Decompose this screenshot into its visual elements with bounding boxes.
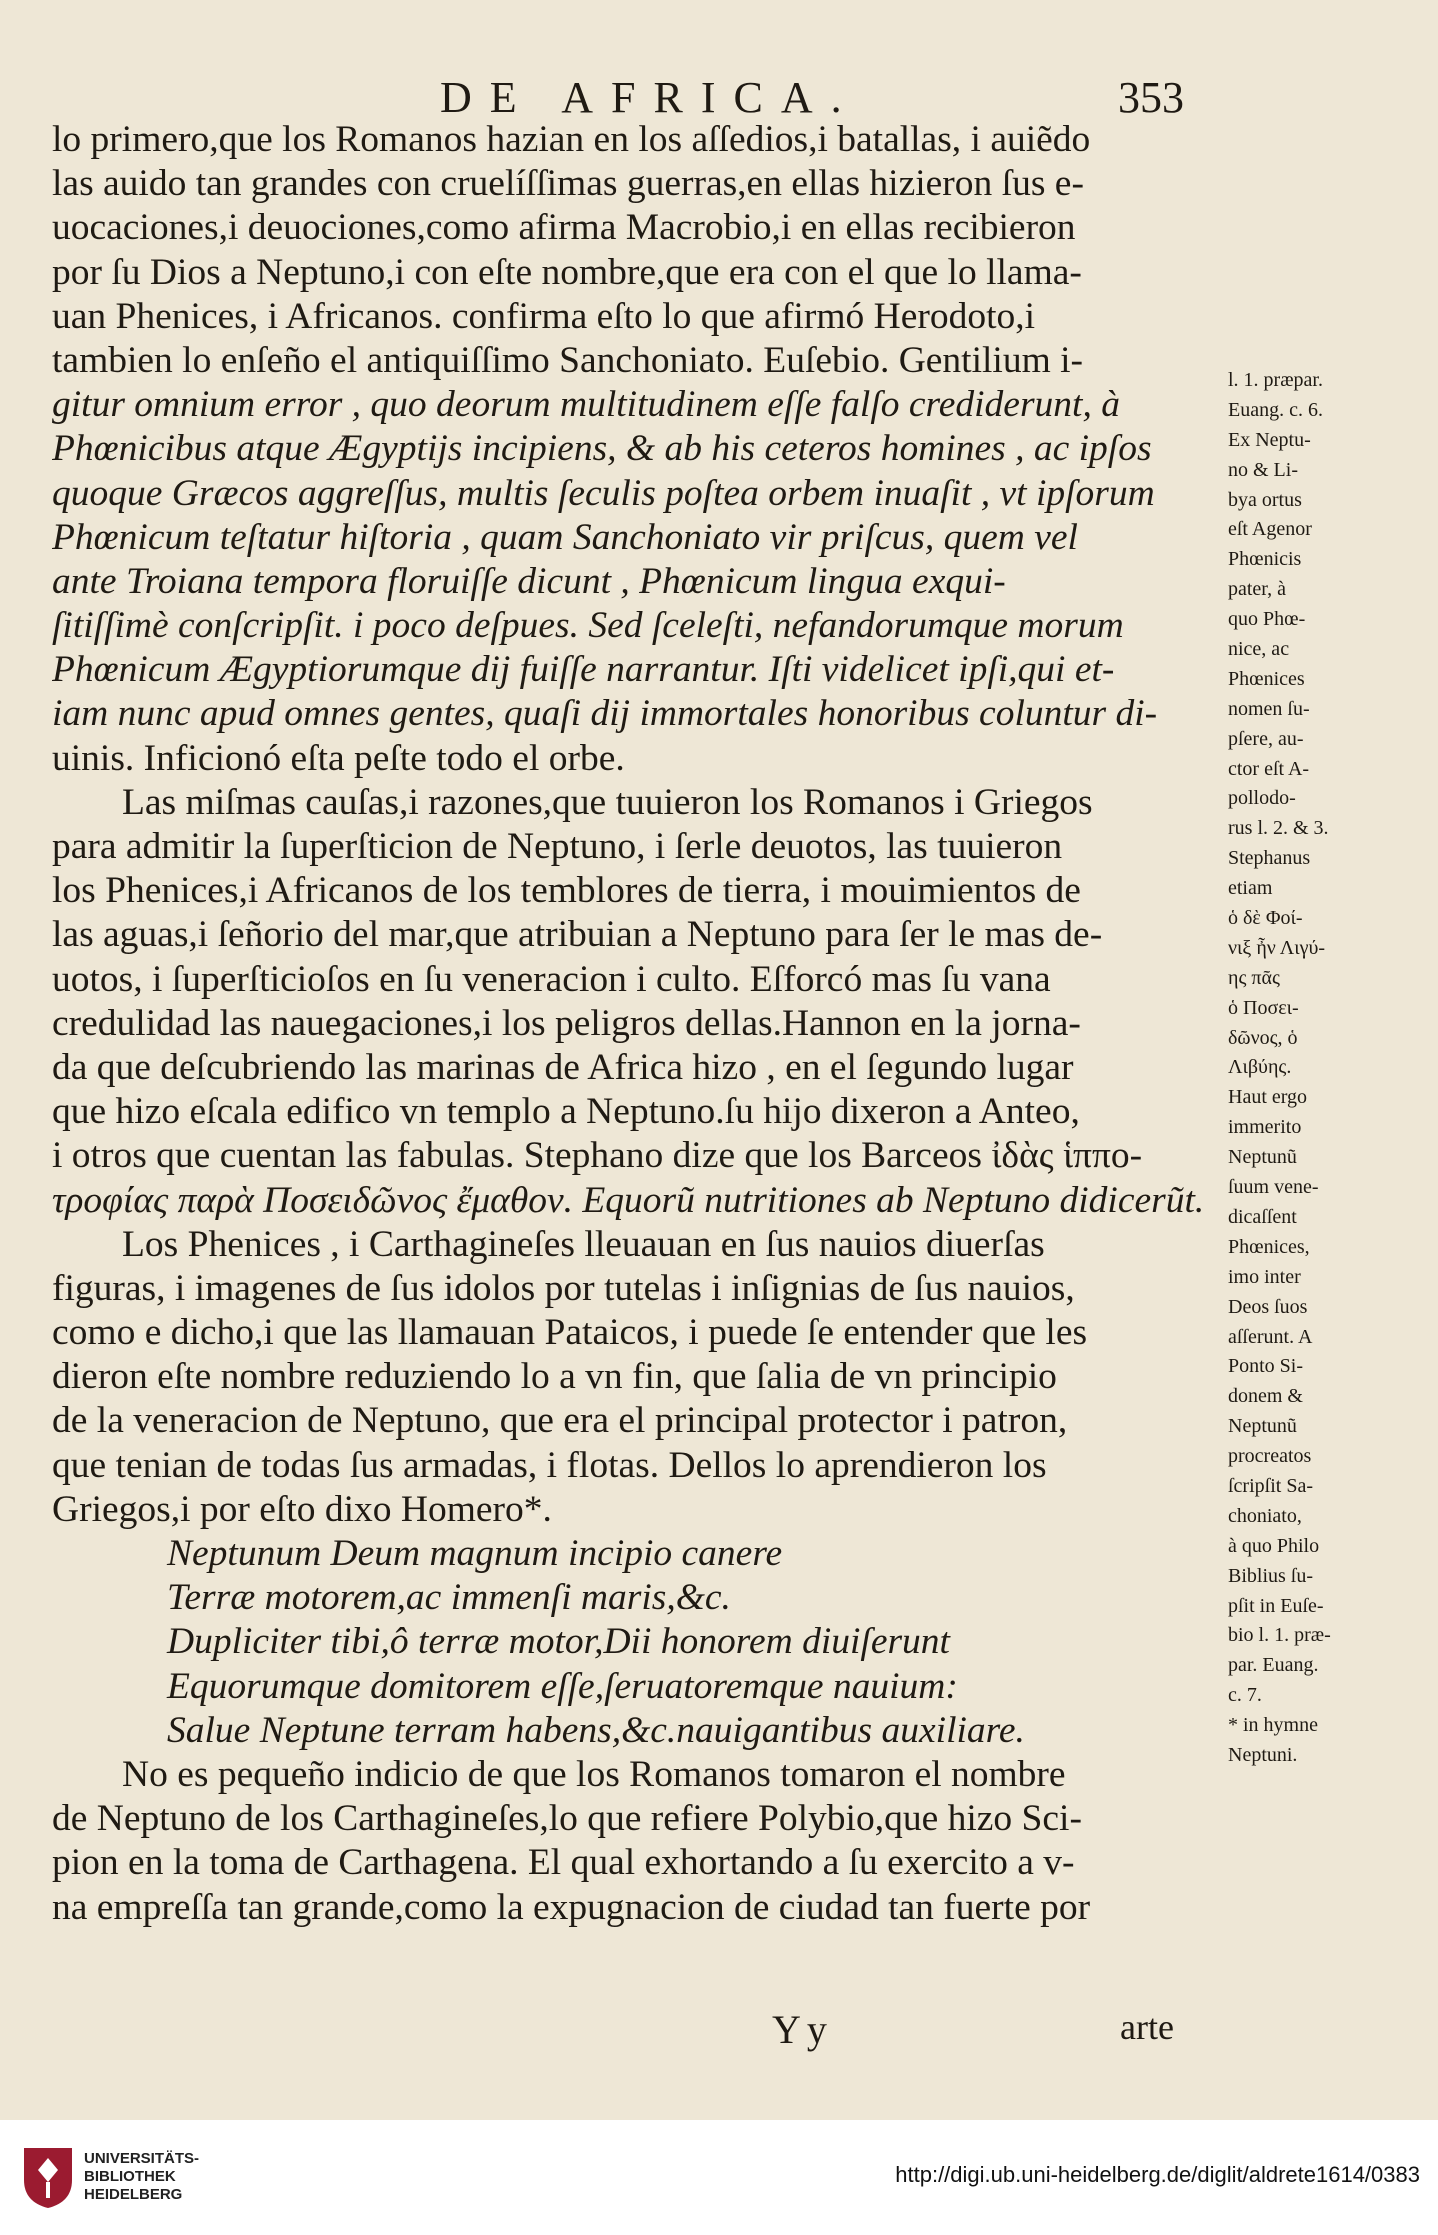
- text-line: Equorumque domitorem eſſe,ſeruatoremque nauium:: [167, 1665, 958, 1707]
- text-line: Los Phenices , i Carthagineſes lleuauan en ſus nauios diuerſas: [122, 1223, 1045, 1265]
- margin-notes: [1228, 366, 1438, 1771]
- university-seal-icon: [20, 2144, 76, 2210]
- text-line: i otros que cuentan las fabulas. Stephano dize que los Barceos ἰδὰς ἱππο-: [52, 1135, 1143, 1177]
- margin-note-line: Neptunũ: [1228, 1146, 1297, 1169]
- margin-note-line: pſere, au-: [1228, 727, 1304, 750]
- margin-note-line: aſſerunt. A: [1228, 1325, 1313, 1348]
- margin-note-line: dicaſſent: [1228, 1205, 1297, 1228]
- margin-note-line: Stephanus: [1228, 847, 1311, 870]
- margin-note-line: bio l. 1. præ-: [1228, 1624, 1331, 1647]
- margin-note-line: Phœnices: [1228, 667, 1305, 690]
- text-line: uotos, i ſuperſticioſos en ſu veneracion i culto. Eſforcó mas ſu vana: [52, 958, 1051, 1000]
- main-text-block: [52, 118, 1218, 1930]
- margin-note-line: pſit in Euſe-: [1228, 1594, 1324, 1617]
- text-line: los Phenices,i Africanos de los temblores de tierra, i mouimientos de: [52, 870, 1081, 912]
- margin-note-line: pater, à: [1228, 578, 1287, 601]
- text-line: ante Troiana tempora floruiſſe dicunt , Phœnicum lingua exqui-: [52, 560, 1006, 602]
- page-number: 353: [1118, 73, 1184, 122]
- margin-note-line: Euang. c. 6.: [1228, 398, 1323, 421]
- text-line: tambien lo enſeño el antiquiſſimo Sanchoniato. Euſebio. Gentilium i-: [52, 339, 1084, 381]
- margin-note-line: no & Li-: [1228, 458, 1298, 481]
- text-line: ſitiſſimè conſcripſit. i poco deſpues. Sed ſceleſti, nefandorumque morum: [52, 605, 1124, 647]
- margin-note-line: l. 1. præpar.: [1228, 369, 1323, 391]
- text-line: Phœnicibus atque Ægyptijs incipiens, & ab his ceteros homines , ac ipſos: [52, 428, 1152, 470]
- margin-note-line: ης πᾶς: [1228, 966, 1280, 989]
- margin-note-line: rus l. 2. & 3.: [1228, 817, 1329, 840]
- text-line: para admitir la ſuperſticion de Neptuno, i ſerle deuotos, las tuuieron: [52, 826, 1063, 867]
- margin-note-line: Neptunũ: [1228, 1415, 1297, 1438]
- text-line: Phœnicum teſtatur hiſtoria , quam Sanchoniato vir priſcus, quem vel: [52, 516, 1078, 558]
- signature-mark: Yy: [772, 2007, 833, 2052]
- margin-note-line: Neptuni.: [1228, 1743, 1298, 1766]
- margin-note-line: Haut ergo: [1228, 1086, 1308, 1109]
- margin-note-line: choniato,: [1228, 1504, 1302, 1527]
- margin-note-line: à quo Philo: [1228, 1534, 1320, 1557]
- text-line: que hizo eſcala edifico vn templo a Neptuno.ſu hijo dixeron a Anteo,: [52, 1091, 1080, 1133]
- text-line: por ſu Dios a Neptuno,i con eſte nombre,que era con el que lo llama-: [52, 251, 1082, 293]
- margin-note-line: immerito: [1228, 1116, 1302, 1139]
- margin-note-line: nomen ſu-: [1228, 697, 1310, 720]
- text-line: na empreſſa tan grande,como la expugnacion de ciudad tan fuerte por: [52, 1886, 1091, 1928]
- margin-note-line: Λιβύης.: [1228, 1056, 1292, 1079]
- text-line: τροφίας παρὰ Ποσειδῶνος ἔμαθον. Equorũ nutritiones ab Neptuno didicerũt.: [52, 1179, 1205, 1221]
- text-line: Griegos,i por eſto dixo Homero*.: [52, 1488, 552, 1530]
- text-line: lo primero,que los Romanos hazian en los aſſedios,i batallas, i auiẽdo: [52, 119, 1091, 160]
- text-line: credulidad las nauegaciones,i los peligros dellas.Hannon en la jorna-: [52, 1002, 1081, 1044]
- text-line: Phœnicum Ægyptiorumque dij fuiſſe narrantur. Iſti videlicet ipſi,qui et-: [52, 649, 1115, 691]
- text-line: de la veneracion de Neptuno, que era el principal protector i patron,: [52, 1400, 1068, 1442]
- margin-note-line: Phœnicis: [1228, 548, 1302, 571]
- margin-note-line: ſcripſit Sa-: [1228, 1474, 1313, 1497]
- margin-note-line: procreatos: [1228, 1445, 1312, 1468]
- margin-note-line: bya ortus: [1228, 488, 1302, 511]
- margin-note-line: νιξ ἦν Λιγύ-: [1228, 936, 1326, 959]
- margin-note-line: δῶνος, ὁ: [1228, 1026, 1298, 1049]
- text-line: las aguas,i ſeñorio del mar,que atribuian a Neptuno para ſer le mas de-: [52, 914, 1103, 956]
- text-line: de Neptuno de los Carthagineſes,lo que refiere Polybio,que hizo Sci-: [52, 1798, 1082, 1840]
- margin-note-line: ὁ δὲ Φοί-: [1228, 907, 1303, 930]
- margin-note-line: ctor eſt A-: [1228, 757, 1310, 780]
- text-line: uan Phenices, i Africanos. confirma eſto lo que afirmó Herodoto,i: [52, 295, 1036, 337]
- text-line: Dupliciter tibi,ô terræ motor,Dii honorem diuiſerunt: [167, 1621, 950, 1663]
- margin-note-line: * in hymne: [1228, 1714, 1318, 1737]
- margin-note-line: quo Phœ-: [1228, 608, 1306, 631]
- text-line: da que deſcubriendo las marinas de Africa hizo , en el ſegundo lugar: [52, 1046, 1074, 1088]
- text-line: Terræ motorem,ac immenſi maris,&c.: [167, 1577, 731, 1619]
- text-line: como e dicho,i que las llamauan Pataicos, i puede ſe entender que les: [52, 1312, 1088, 1354]
- text-line: que tenian de todas ſus armadas, i flotas. Dellos lo aprendieron los: [52, 1444, 1047, 1486]
- margin-note-line: c. 7.: [1228, 1684, 1262, 1707]
- viewer-footer: [0, 2120, 1438, 2235]
- text-line: las auido tan grandes con cruelíſſimas guerras,en ellas hizieron ſus e-: [52, 163, 1084, 205]
- text-line: Las miſmas cauſas,i razones,que tuuieron los Romanos i Griegos: [122, 781, 1093, 823]
- text-line: quoque Græcos aggreſſus, multis ſeculis poſtea orbem inuaſit , vt ipſorum: [52, 472, 1155, 514]
- library-name: UNIVERSITÄTS- BIBLIOTHEK HEIDELBERG: [84, 2150, 200, 2203]
- text-line: uocaciones,i deuociones,como afirma Macrobio,i en ellas recibieron: [52, 207, 1076, 249]
- text-line: Neptunum Deum magnum incipio canere: [167, 1533, 783, 1574]
- catchword: arte: [1120, 2007, 1174, 2047]
- text-line: pion en la toma de Carthagena. El qual exhortando a ſu exercito a v-: [52, 1842, 1075, 1884]
- margin-note-line: par. Euang.: [1228, 1654, 1319, 1677]
- text-line: uinis. Inficionó eſta peſte todo el orbe.: [52, 737, 625, 779]
- margin-note-line: ſuum vene-: [1228, 1176, 1319, 1199]
- text-line: No es pequeño indicio de que los Romanos tomaron el nombre: [122, 1753, 1066, 1795]
- text-line: figuras, i imagenes de ſus idolos por tutelas i inſignias de ſus nauios,: [52, 1267, 1075, 1309]
- margin-note-line: pollodo-: [1228, 787, 1296, 810]
- margin-note-line: imo inter: [1228, 1265, 1301, 1288]
- margin-note-line: eſt Agenor: [1228, 518, 1312, 541]
- margin-note-line: nice, ac: [1228, 638, 1290, 661]
- margin-note-line: etiam: [1228, 877, 1273, 900]
- margin-note-line: Biblius ſu-: [1228, 1564, 1314, 1587]
- margin-note-line: Ponto Si-: [1228, 1355, 1304, 1378]
- permalink-url[interactable]: http://digi.ub.uni-heidelberg.de/diglit/aldrete1614/0383: [895, 2162, 1420, 2187]
- running-head: DE AFRICA.: [440, 73, 860, 122]
- margin-note-line: Deos ſuos: [1228, 1295, 1308, 1318]
- text-line: dieron eſte nombre reduziendo lo a vn fin, que ſalia de vn principio: [52, 1356, 1057, 1398]
- text-line: iam nunc apud omnes gentes, quaſi dij immortales honoribus coluntur di-: [52, 693, 1158, 735]
- text-line: gitur omnium error , quo deorum multitudinem eſſe falſo crediderunt, à: [52, 384, 1120, 426]
- margin-note-line: donem &: [1228, 1385, 1303, 1408]
- margin-note-line: ὁ Ποσει-: [1228, 996, 1299, 1019]
- margin-note-line: Phœnices,: [1228, 1235, 1310, 1258]
- margin-note-line: Ex Neptu-: [1228, 428, 1311, 451]
- text-line: Salue Neptune terram habens,&c.nauigantibus auxiliare.: [167, 1709, 1025, 1751]
